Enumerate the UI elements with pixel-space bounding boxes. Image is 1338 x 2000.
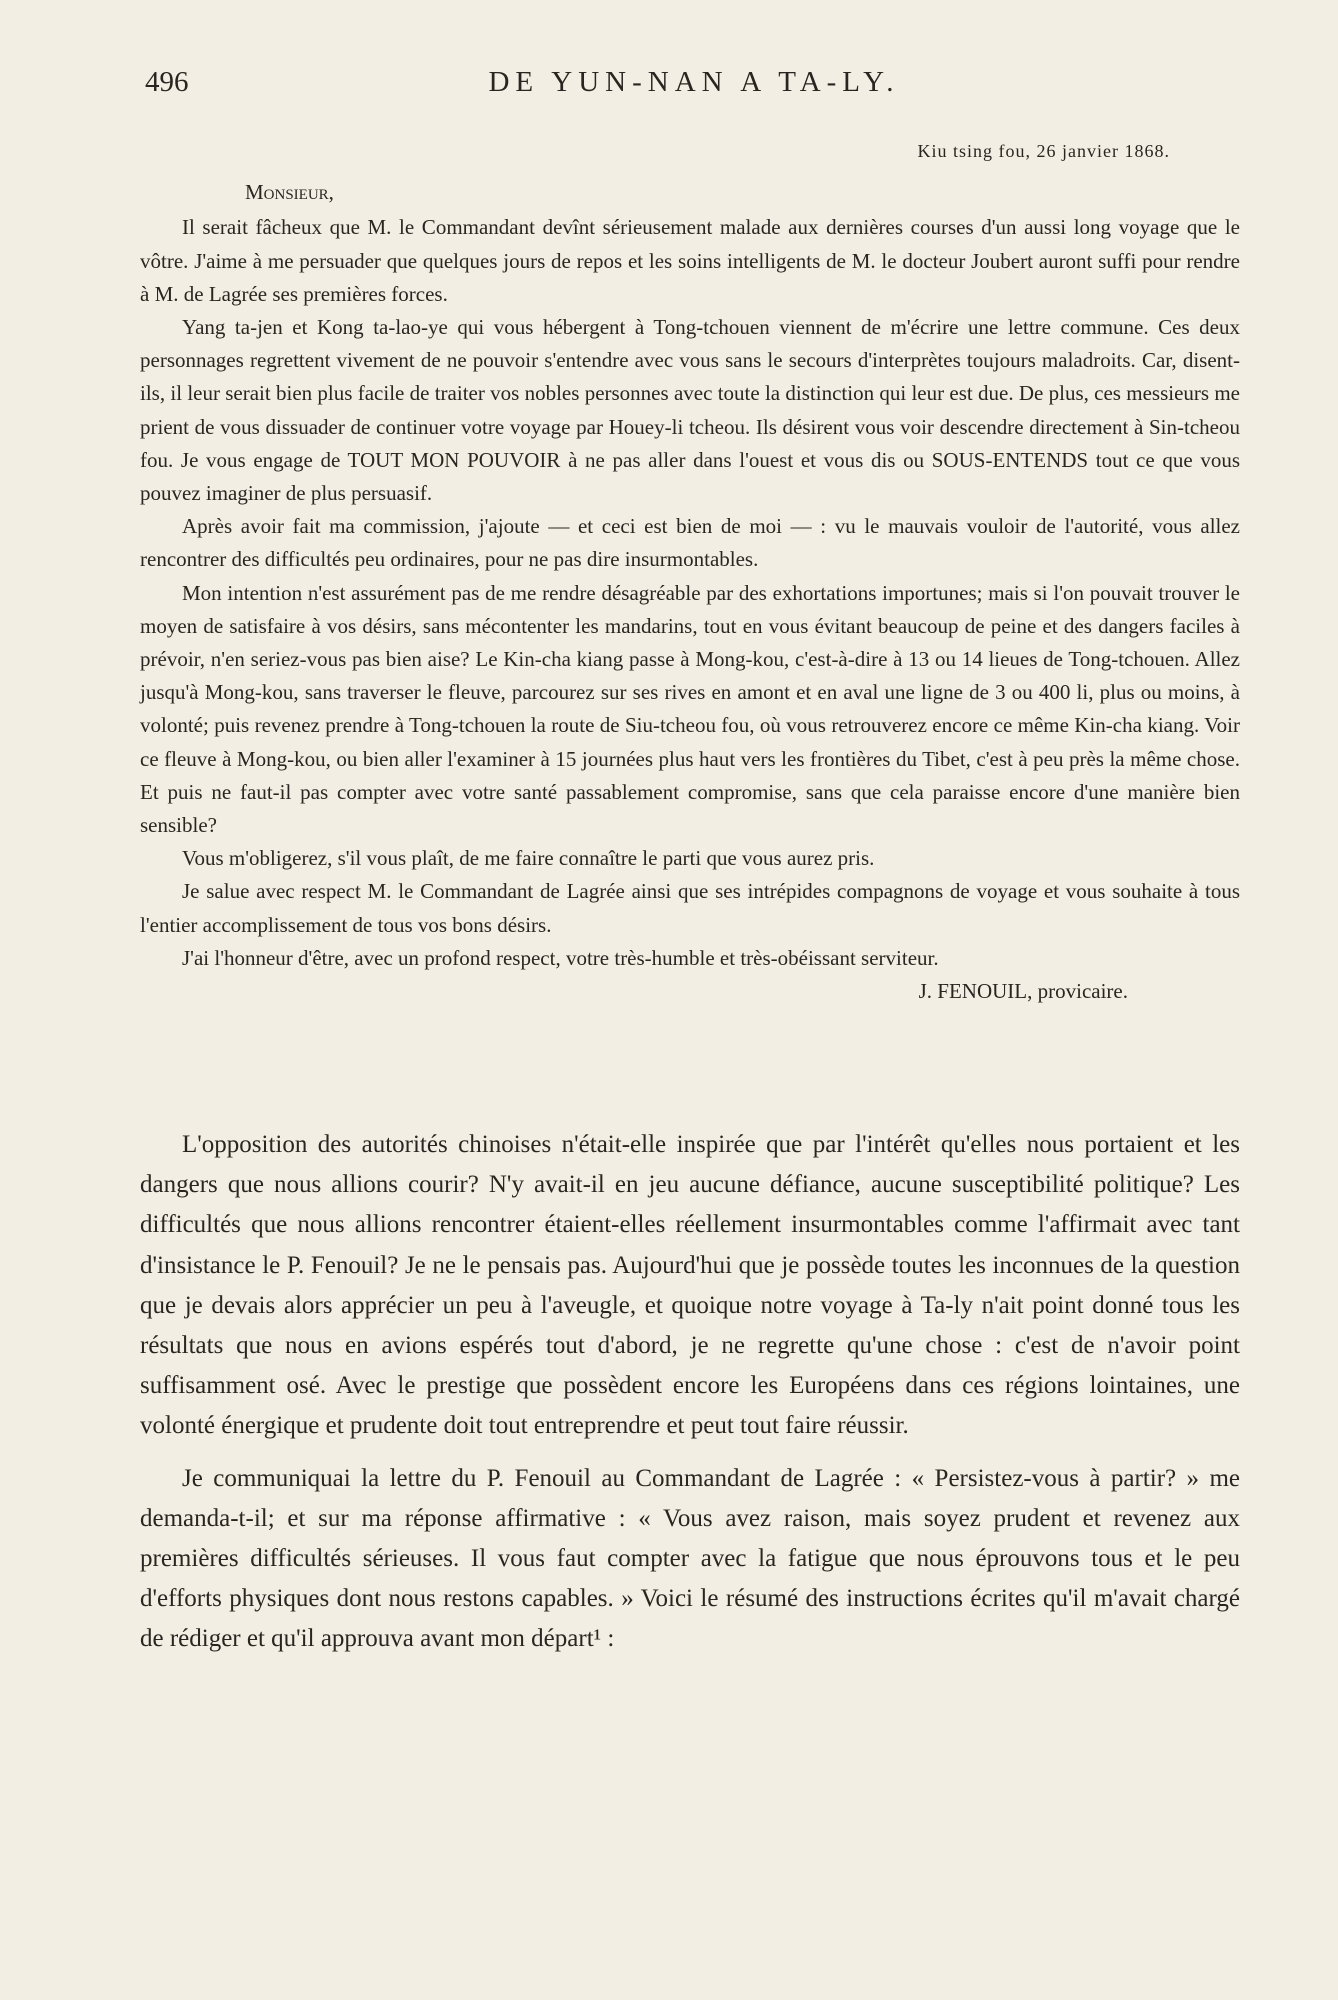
letter-paragraph: Yang ta-jen et Kong ta-lao-ye qui vous hébergent à Tong-tchouen viennent de m'écrire une lettre commune. Ces deux personnages regrettent vivement de ne pouvoir s'entendre avec vous sans le secours d'interprètes toujours maladroits. Car, disent-ils, il leur serait bien plus facile de traiter vos nobles personnes avec toute la distinction qui leur est due. De plus, ces messieurs me prient de vous dissuader de continuer votre voyage par Houey-li tcheou. Ils désirent vous voir descendre directement à Sin-tcheou fou. Je vous engage de TOUT MON POUVOIR à ne pas aller dans l'ouest et vous dis ou SOUS-ENTENDS tout ce que vous pouvez imaginer de plus persuasif. [140, 315, 1240, 506]
letter-paragraph: Il serait fâcheux que M. le Commandant devînt sérieusement malade aux dernières courses d'un aussi long voyage que le vôtre. J'aime à me persuader que quelques jours de repos et les soins intelligents de M. le docteur Joubert auront suffi pour rendre à M. de Lagrée ses premières forces. [140, 215, 1240, 306]
quoted-letter [140, 135, 1240, 1008]
letter-dateline: Kiu tsing fou, 26 janvier 1868. [917, 141, 1170, 161]
page-number: 496 [145, 66, 189, 98]
running-title: DE YUN-NAN A TA-LY. [488, 66, 900, 98]
letter-paragraph: J'ai l'honneur d'être, avec un profond respect, votre très-humble et très-obéissant serviteur. [182, 945, 939, 970]
narrative-paragraph: Je communiquai la lettre du P. Fenouil au Commandant de Lagrée : « Persistez-vous à partir? » me demanda-t-il; et sur ma réponse affirmative : « Vous avez raison, mais soyez prudent et revenez aux premières difficultés sérieuses. Il vous faut compter avec la fatigue que nous éprouvons tous et le peu d'efforts physiques dont nous restons capables. » Voici le résumé des instructions écrites qu'il m'avait chargé de rédiger et qu'il approuva avant mon départ¹ : [140, 1464, 1240, 1653]
page-header [145, 66, 1243, 106]
letter-paragraph: Je salue avec respect M. le Commandant de Lagrée ainsi que ses intrépides compagnons de voyage et vous souhaite à tous l'entier accomplissement de tous vos bons désirs. [140, 879, 1240, 937]
letter-paragraph: Mon intention n'est assurément pas de me rendre désagréable par des exhortations importunes; mais si l'on pouvait trouver le moyen de satisfaire à vos désirs, sans mécontenter les mandarins, tout en vous évitant beaucoup de peine et des dangers faciles à prévoir, n'en seriez-vous pas bien aise? Le Kin-cha kiang passe à Mong-kou, c'est-à-dire à 13 ou 14 lieues de Tong-tchouen. Allez jusqu'à Mong-kou, sans traverser le fleuve, parcourez sur ses rives en amont et en aval une ligne de 3 ou 400 li, plus ou moins, à volonté; puis revenez prendre à Tong-tchouen la route de Siu-tcheou fou, où vous retrouverez encore ce même Kin-cha kiang. Voir ce fleuve à Mong-kou, ou bien aller l'examiner à 15 journées plus haut vers les frontières du Tibet, c'est à peu près la même chose. Et puis ne faut-il pas compter avec votre santé passablement compromise, sans que cela paraisse encore d'une manière bien sensible? [140, 580, 1240, 838]
narrative-paragraph: L'opposition des autorités chinoises n'était-elle inspirée que par l'intérêt qu'elles nous portaient et les dangers que nous allions courir? N'y avait-il en jeu aucune défiance, aucune susceptibilité politique? Les difficultés que nous allions rencontrer étaient-elles réellement insurmontables comme l'affirmait avec tant d'insistance le P. Fenouil? Je ne le pensais pas. Aujourd'hui que je possède toutes les inconnues de la question que je devais alors apprécier un peu à l'aveugle, et quoique notre voyage à Ta-ly n'ait point donné tous les résultats que nous en avions espérés tout d'abord, je ne regrette qu'une chose : c'est de n'avoir point suffisamment osé. Avec le prestige que possèdent encore les Européens dans ces régions lointaines, une volonté énergique et prudente doit tout entreprendre et peut tout faire réussir. [140, 1131, 1240, 1440]
letter-paragraph: Vous m'obligerez, s'il vous plaît, de me faire connaître le parti que vous aurez pris. [182, 846, 875, 871]
letter-paragraph: Après avoir fait ma commission, j'ajoute — et ceci est bien de moi — : vu le mauvais vouloir de l'autorité, vous allez rencontrer des difficultés peu ordinaires, pour ne pas dire insurmontables. [140, 514, 1240, 572]
letter-salutation: Monsieur, [245, 180, 334, 205]
letter-signature: J. FENOUIL, provicaire. [918, 979, 1128, 1004]
narrative-text [140, 1125, 1240, 1672]
